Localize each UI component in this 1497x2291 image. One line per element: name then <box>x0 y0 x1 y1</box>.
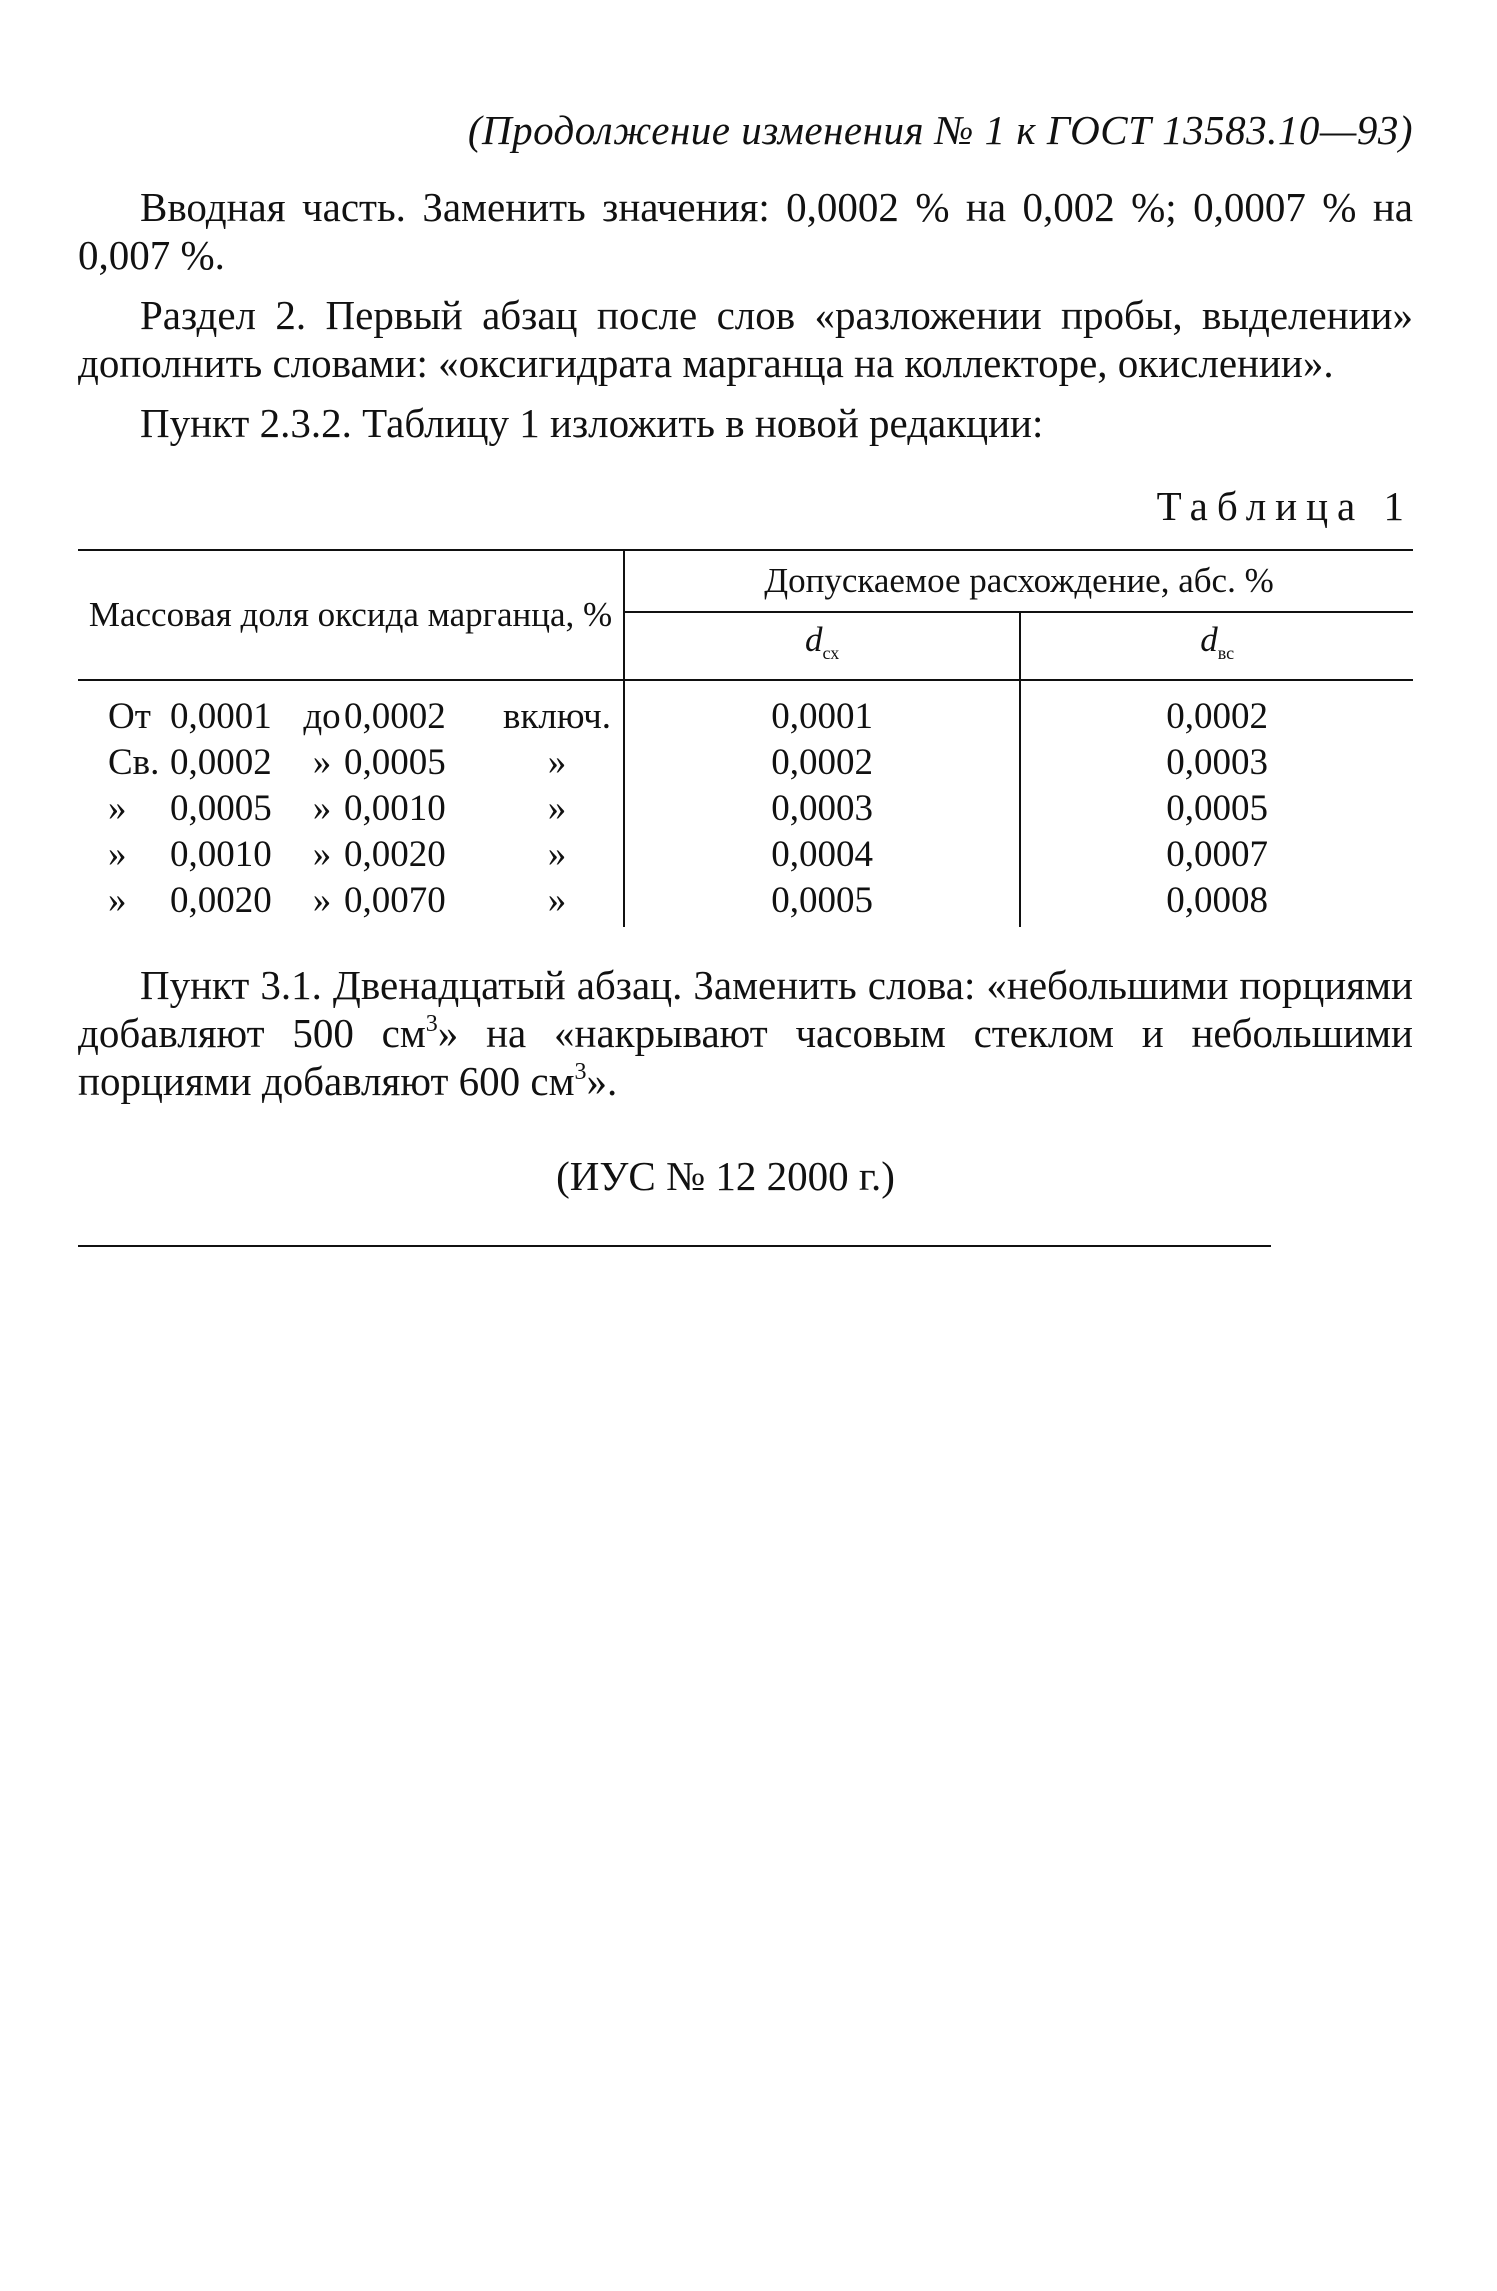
cell-d-vs: 0,0007 <box>1166 834 1269 875</box>
table-caption: Таблица 1 <box>1156 483 1413 529</box>
superscript-cubic-2: 3 <box>574 1059 587 1085</box>
cell-mass-range <box>78 878 624 927</box>
range-mid: » <box>312 742 332 783</box>
subscript-vs: вс <box>1217 642 1235 663</box>
range-mid: » <box>312 788 332 829</box>
range-suffix: включ. <box>502 696 611 737</box>
cell-d-vs: 0,0008 <box>1166 880 1269 921</box>
cell-mass-range <box>78 786 624 832</box>
tolerance-table <box>78 549 1413 927</box>
range-suffix: » <box>547 788 567 829</box>
item-3-1-text-2: » на «накрывают часовым стеклом и небольшими порциями добавляют 600 см <box>78 1010 1413 1104</box>
column-header-tolerance: Допускаемое расхождение, абс. % <box>624 550 1413 612</box>
range-from: 0,0020 <box>170 880 272 921</box>
column-header-mass-fraction: Массовая доля оксида марганца, % <box>78 550 624 680</box>
bottom-divider <box>78 1245 1271 1247</box>
table-row <box>78 740 1413 786</box>
cell-d-vs: 0,0005 <box>1166 788 1269 829</box>
item-3-1-text-1: Пункт 3.1. Двенадцатый абзац. Заменить слова: «небольшими порциями добавляют 500 см <box>78 962 1413 1056</box>
cell-d-sx: 0,0005 <box>624 878 1020 927</box>
cell-mass-range <box>78 832 624 878</box>
range-mid: » <box>312 834 332 875</box>
range-prefix: » <box>108 880 127 921</box>
document-page <box>78 105 1413 1247</box>
paragraph-section-2: Раздел 2. Первый абзац после слов «разложении пробы, выделении» дополнить словами: «оксигидрата марганца на коллекторе, окислении». <box>78 292 1413 386</box>
issue-reference: (ИУС № 12 2000 г.) <box>556 1153 895 1199</box>
cell-d-sx: 0,0004 <box>624 832 1020 878</box>
range-to: 0,0020 <box>344 834 446 875</box>
column-header-d-vs <box>1020 612 1413 680</box>
subscript-sx: сх <box>822 642 840 663</box>
range-prefix: Св. <box>108 742 160 783</box>
range-suffix: » <box>547 742 567 783</box>
table-row <box>78 680 1413 740</box>
paragraph-intro: Вводная часть. Заменить значения: 0,0002 % на 0,002 %; 0,0007 % на 0,007 %. <box>78 184 1413 278</box>
range-mid: » <box>312 880 332 921</box>
range-prefix: » <box>108 788 127 829</box>
page-header: (Продолжение изменения № 1 к ГОСТ 13583.10—93) <box>467 107 1413 153</box>
range-suffix: » <box>547 834 567 875</box>
cell-d-sx: 0,0003 <box>624 786 1020 832</box>
paragraph-item-3-1 <box>78 961 1413 1105</box>
item-3-1-text-3: ». <box>586 1058 618 1104</box>
range-prefix: » <box>108 834 127 875</box>
range-to: 0,0005 <box>344 742 446 783</box>
superscript-cubic-1: 3 <box>425 1011 438 1037</box>
cell-d-sx: 0,0001 <box>624 680 1020 740</box>
symbol-d: d <box>805 619 823 659</box>
cell-mass-range <box>78 680 624 740</box>
column-header-d-sx <box>624 612 1020 680</box>
range-from: 0,0005 <box>170 788 272 829</box>
range-prefix: От <box>108 696 151 737</box>
table-row <box>78 832 1413 878</box>
table-row <box>78 878 1413 927</box>
table-body <box>78 680 1413 927</box>
range-from: 0,0010 <box>170 834 272 875</box>
range-from: 0,0001 <box>170 696 272 737</box>
cell-d-vs: 0,0002 <box>1166 696 1269 737</box>
symbol-d: d <box>1200 619 1218 659</box>
range-to: 0,0010 <box>344 788 446 829</box>
range-mid: до <box>303 696 341 737</box>
range-to: 0,0002 <box>344 696 446 737</box>
cell-d-vs: 0,0003 <box>1166 742 1269 783</box>
range-to: 0,0070 <box>344 880 446 921</box>
range-suffix: » <box>547 880 567 921</box>
cell-d-sx: 0,0002 <box>624 740 1020 786</box>
range-from: 0,0002 <box>170 742 272 783</box>
paragraph-item-2-3-2: Пункт 2.3.2. Таблицу 1 изложить в новой редакции: <box>140 400 1044 446</box>
cell-mass-range <box>78 740 624 786</box>
table-row <box>78 786 1413 832</box>
